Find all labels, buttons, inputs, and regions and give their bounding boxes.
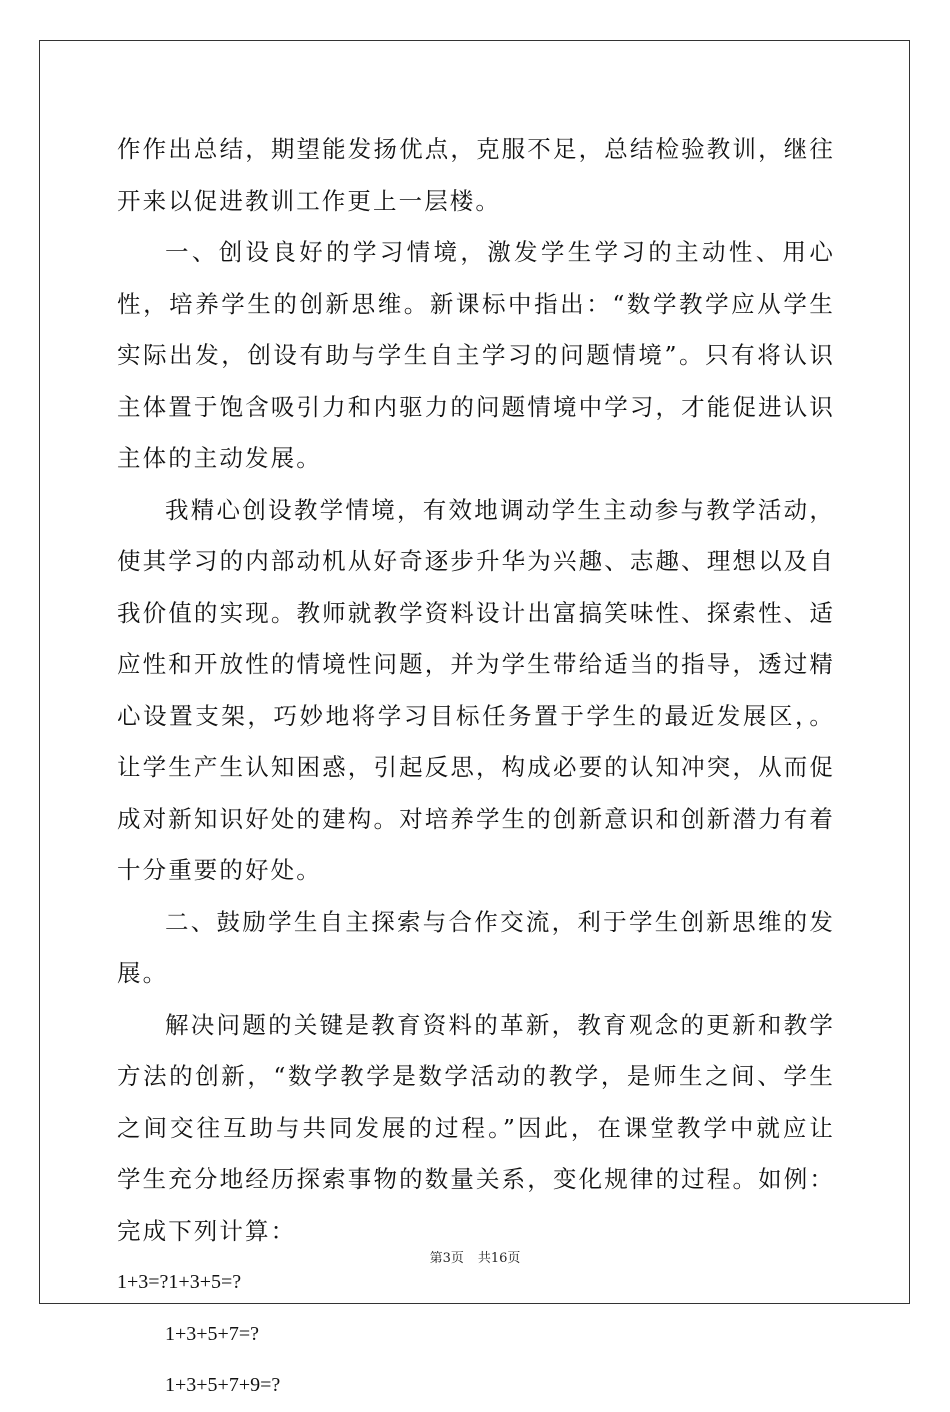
paragraph-teaching-situation: 我精心创设教学情境，有效地调动学生主动参与教学活动，使其学习的内部动机从好奇逐步升华为兴趣、志趣、理想以及自我价值的实现。教师就教学资料设计出富搞笑味性、探索性、适应性和开放性的情境性问题，并为学生带给适当的指导，透过精心设置支架，巧妙地将学习目标任务置于学生的最近发展区，。让学生产生认知困惑，引起反思，构成必要的认知冲突，从而促成对新知识好处的建构。对培养学生的创新意识和创新潜力有着十分重要的好处。: [117, 495, 835, 884]
math-line-3: 1+3+5+7+9=?: [165, 1374, 281, 1396]
page-total: 共16页: [477, 1251, 521, 1266]
paragraph-section-one: 一、创设良好的学习情境，激发学生学习的主动性、用心性，培养学生的创新思维。新课标中指出：“数学教学应从学生实际出发，创设有助与学生自主学习的问题情境”。只有将认识主体置于饱含吸引力和内驱力的问题情境中学习，才能促进认识主体的主动发展。: [117, 238, 835, 472]
paragraph-problem-solving: 解决问题的关键是教育资料的革新，教育观念的更新和教学方法的创新，“数学教学是数学活动的教学，是师生之间、学生之间交往互助与共同发展的过程。”因此，在课堂教学中就应让学生充分地经历探索事物的数量关系，变化规律的过程。如例：完成下列计算：: [117, 1010, 835, 1245]
document-body: [117, 124, 835, 1412]
math-line-1: 1+3=?1+3+5=?: [117, 1271, 242, 1293]
page-number: 第3页: [429, 1251, 464, 1266]
page-footer: [0, 1247, 950, 1266]
paragraph-section-two: 二、鼓励学生自主探索与合作交流，利于学生创新思维的发展。: [117, 907, 835, 987]
math-line-2: 1+3+5+7=?: [165, 1322, 259, 1345]
paragraph-continuation: 作作出总结，期望能发扬优点，克服不足，总结检验教训，继往开来以促进教训工作更上一层楼。: [117, 135, 835, 215]
